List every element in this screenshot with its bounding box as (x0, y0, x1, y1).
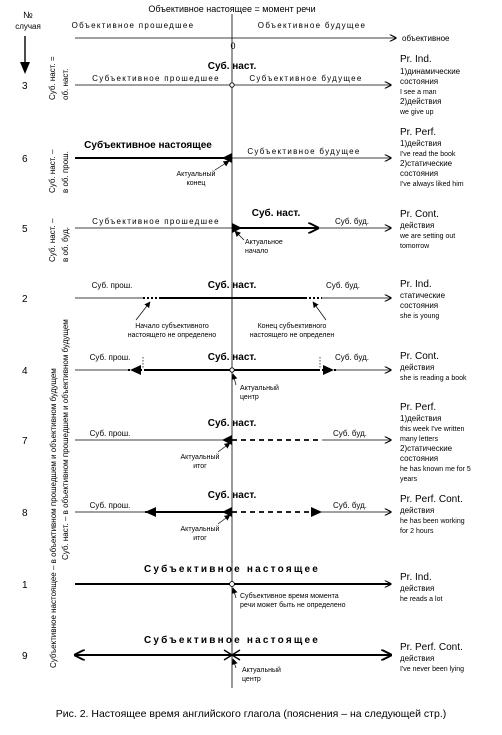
pointer-arrow (233, 374, 236, 385)
subjective-present-label: Суб. наст. (207, 280, 257, 291)
bold-arrow-tip (222, 153, 232, 163)
objective-past-label: Объективное прошедшее (71, 21, 195, 30)
side-label-big-top: Суб. наст. – в объективном прошедшем и объективном будущем (61, 319, 70, 560)
pointer-arrow (218, 443, 230, 452)
example-line: he has known me for 5 (400, 466, 471, 473)
zero-label: 0 (230, 41, 236, 51)
subjective-past-label: Субъективное прошедшее (92, 217, 220, 226)
subjective-past-label: Суб. прош. (89, 429, 131, 438)
example-line: действия (400, 506, 435, 515)
subjective-future-label: Суб. буд. (326, 281, 360, 290)
example-line: 2)статические (400, 444, 453, 453)
note: речи может быть не определено (240, 602, 346, 609)
note: настоящего не определено (127, 332, 217, 339)
speech-point (230, 582, 235, 587)
pointer-arrow (233, 588, 236, 598)
speech-point (230, 368, 234, 372)
side-label-big-bottom: Субъективное настоящее – в объективном прошедшем и объективном будущем (49, 368, 58, 668)
example-line: 1)действия (400, 414, 442, 423)
case-number: 5 (22, 224, 28, 235)
case-number: 4 (22, 366, 28, 377)
example-line: 1)динамические (400, 67, 461, 76)
subjective-past-label: Субъективное прошедшее (92, 74, 220, 83)
subjective-past-label: Суб. прош. (89, 353, 131, 362)
note: Актуальный (180, 454, 220, 461)
example-line: we are setting out (400, 233, 456, 240)
example-line: состояния (400, 454, 439, 463)
case-number: 7 (22, 436, 28, 447)
example-line: years (400, 476, 418, 483)
row-5 (22, 207, 455, 255)
note: Актуальный (240, 385, 279, 392)
note: Актуальный (242, 667, 281, 674)
example-line: состояния (400, 77, 439, 86)
note: начало (245, 248, 269, 255)
case-number: 1 (22, 580, 28, 591)
tense-name: Pr. Perf. Cont. (400, 642, 463, 653)
subjective-future-label: Субъективное будущее (249, 74, 363, 83)
example-line: действия (400, 654, 435, 663)
pointer-arrow (218, 515, 230, 524)
subjective-present-label: Суб. наст. (207, 61, 257, 72)
note: центр (242, 676, 261, 683)
note: итог (193, 535, 207, 542)
example-line: tomorrow (400, 243, 430, 250)
note: Субъективное время момента (240, 593, 339, 600)
note: Актуальное (245, 239, 283, 246)
subjective-past-label: Суб. прош. (91, 281, 133, 290)
example-line: действия (400, 363, 435, 372)
row-6 (22, 127, 464, 188)
example-line: he has been working (400, 518, 465, 525)
example-line: I've always liked him (400, 181, 464, 188)
example-line: I've read the book (400, 151, 456, 158)
subjective-future-label: Суб. буд. (333, 429, 367, 438)
pointer-arrow (313, 302, 326, 320)
tense-name: Pr. Perf. (400, 402, 437, 413)
subjective-future-label: Суб. буд. (333, 501, 367, 510)
example-line: действия (400, 221, 435, 230)
arrow-tip (222, 435, 232, 445)
tense-name: Pr. Cont. (400, 351, 439, 362)
tense-name: Pr. Ind. (400, 279, 432, 290)
example-line: состояния (400, 169, 439, 178)
side-label-row5-a: Суб. наст. – (48, 218, 57, 262)
note: Начало субъективного (135, 323, 209, 330)
left-arrow-head (130, 365, 141, 375)
case-number: 8 (22, 508, 28, 519)
case-number: 9 (22, 651, 28, 662)
figure-caption: Рис. 2. Настоящее время английского глагола (пояснения – на следующей стр.) (55, 708, 447, 720)
number-sign: № (23, 10, 33, 20)
subjective-present-label: Суб. наст. (207, 490, 257, 501)
pointer-arrow (235, 231, 244, 240)
subjective-present-label: Субъективное настоящее (143, 564, 321, 575)
down-arrow-head (20, 62, 30, 74)
bold-arrow-start (232, 223, 242, 233)
tense-name: Pr. Cont. (400, 209, 439, 220)
example-line: состояния (400, 301, 439, 310)
example-line: I've never been lying (400, 666, 464, 673)
arrow-tip (222, 507, 232, 517)
tense-name: Pr. Perf. Cont. (400, 494, 463, 505)
subjective-present-label: Суб. наст. (251, 208, 301, 219)
row-9 (22, 634, 464, 683)
example-line: действия (400, 584, 435, 593)
case-number: 2 (22, 294, 28, 305)
pointer-arrow (215, 161, 229, 170)
subjective-present-label: Суб. наст. (207, 418, 257, 429)
moment-of-speech-label: Объективное настоящее = момент речи (148, 4, 316, 14)
side-label-row6-b: в об. прош. (61, 151, 70, 193)
case-number: 6 (22, 154, 28, 165)
example-line: many letters (400, 436, 439, 443)
side-label-row3-b: об. наст. (61, 68, 70, 100)
subjective-future-label: Суб. буд. (335, 353, 369, 362)
subjective-present-label: Суб. наст. (207, 352, 257, 363)
subjective-future-label: Суб. буд. (335, 217, 369, 226)
row-2 (22, 279, 446, 339)
objective-future-label: Объективное будущее (257, 21, 367, 30)
example-line: this week I've written (400, 426, 465, 433)
pointer-arrow (136, 302, 150, 320)
note: Актуальный (180, 526, 220, 533)
row-4 (22, 351, 467, 401)
example-line: I see a man (400, 89, 437, 96)
example-line: she is young (400, 313, 440, 320)
axis-end-label: объективное (402, 34, 450, 43)
right-arrow-head (323, 365, 334, 375)
left-arrow-head (145, 507, 156, 517)
example-line: for 2 hours (400, 528, 434, 535)
note: Актуальный (176, 171, 216, 178)
speech-point (230, 83, 234, 87)
subjective-future-label: Субъективное будущее (247, 147, 361, 156)
example-line: he reads a lot (400, 596, 443, 603)
example-line: статические (400, 291, 446, 300)
cases-label: случая (15, 22, 41, 31)
example-line: she is reading a book (400, 375, 467, 382)
side-label-row3-a: Суб. наст. = (48, 56, 57, 100)
example-line: 2)статические (400, 159, 453, 168)
subjective-past-label: Суб. прош. (89, 501, 131, 510)
row-3 (22, 54, 461, 116)
case-number: 3 (22, 81, 28, 92)
note: конец (186, 180, 206, 187)
note: Конец субъективного (257, 323, 327, 330)
example-line: 1)действия (400, 139, 442, 148)
example-line: 2)действия (400, 97, 442, 106)
side-label-row5-b: в об. буд. (61, 227, 70, 262)
note: настоящего не определен (249, 332, 335, 339)
subjective-present-label: Субъективное настоящее (84, 140, 212, 151)
tense-name: Pr. Ind. (400, 572, 432, 583)
tense-name: Pr. Ind. (400, 54, 432, 65)
subjective-present-label: Субъективное настоящее (143, 635, 321, 646)
note: итог (193, 463, 207, 470)
row-7 (22, 402, 471, 483)
row-8 (22, 489, 465, 542)
note: центр (240, 394, 259, 401)
pointer-arrow (233, 659, 236, 668)
right-arrow-head (311, 507, 322, 517)
tense-name: Pr. Perf. (400, 127, 437, 138)
example-line: we give up (400, 109, 434, 116)
side-label-row6-a: Суб. наст. – (48, 149, 57, 193)
